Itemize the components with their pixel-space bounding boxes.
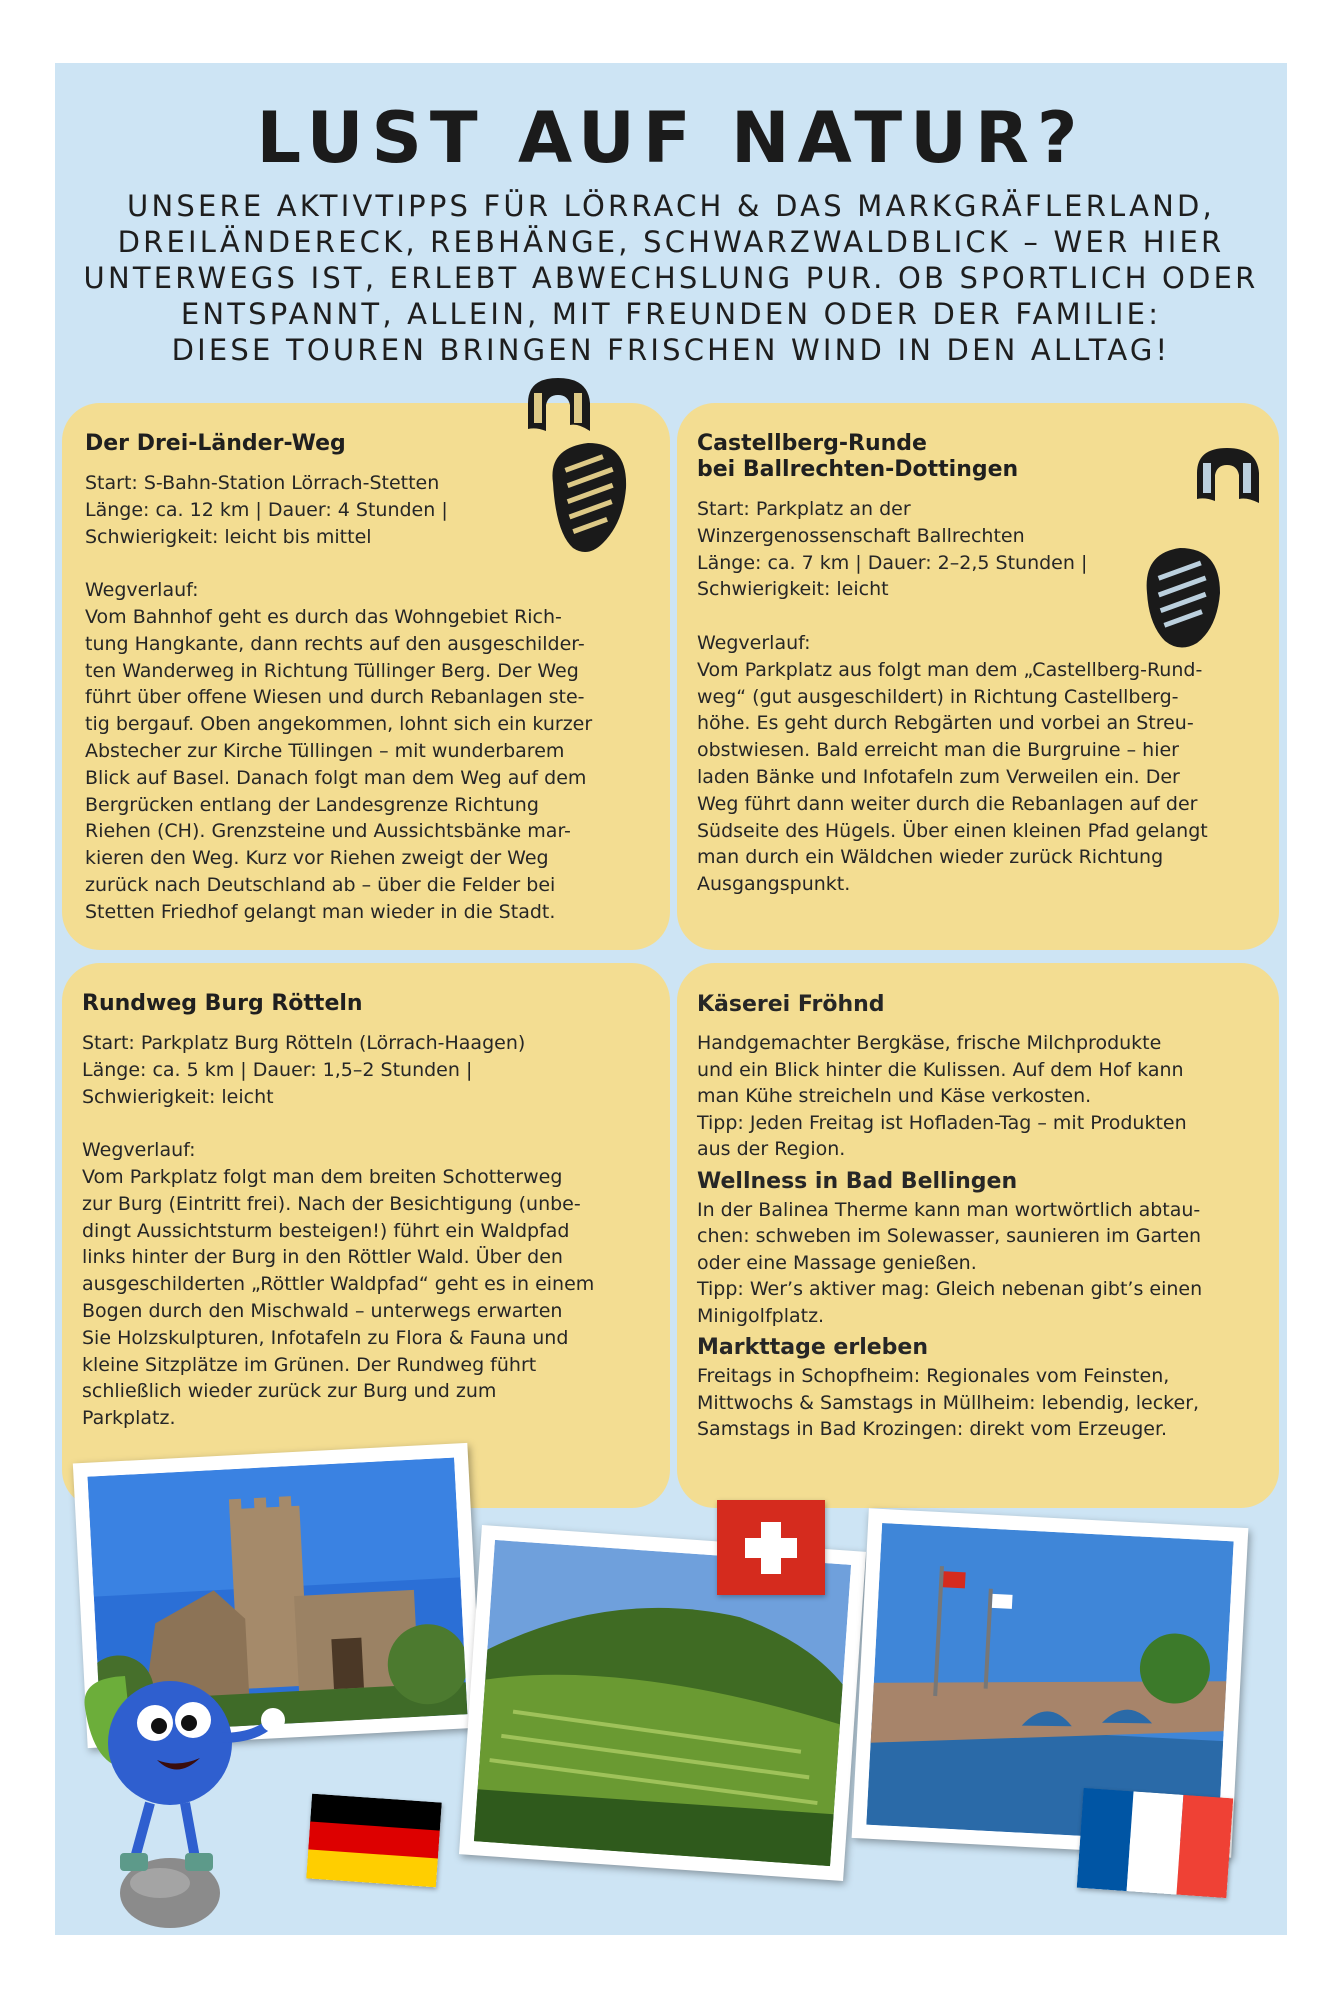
section-title-kaeserei: Käserei Fröhnd bbox=[697, 992, 885, 1017]
card-title-line: bei Ballrechten-Dottingen bbox=[697, 457, 1019, 482]
tipp-line: Freitags in Schopfheim: Regionales vom Feinsten, bbox=[697, 1365, 1170, 1387]
route-heading: Wegverlauf: bbox=[85, 579, 199, 602]
info-line: Länge: ca. 5 km | Dauer: 1,5–2 Stunden | bbox=[82, 1058, 473, 1081]
route-heading: Wegverlauf: bbox=[697, 631, 811, 654]
route-line: Abstecher zur Kirche Tüllingen – mit wunderbarem bbox=[85, 739, 565, 762]
content-panel bbox=[55, 63, 1287, 1935]
card-tipps bbox=[677, 963, 1279, 1508]
card-title: Der Drei-Länder-Weg bbox=[85, 431, 346, 456]
route-line: laden Bänke und Infotafeln zum Verweilen ein. Der bbox=[697, 765, 1180, 788]
route-line: links hinter der Burg in den Röttler Wald. Über den bbox=[82, 1246, 563, 1269]
info-line: Start: Parkplatz an der bbox=[697, 498, 911, 520]
intro-line: ENTSPANNT, ALLEIN, MIT FREUNDEN ODER DER FAMILIE: bbox=[180, 297, 1162, 331]
tipp-line: Tipp: Wer’s aktiver mag: Gleich nebenan gibt’s einen bbox=[697, 1278, 1203, 1300]
route-line: ausgeschilderten „Röttler Waldpfad“ geht es in einem bbox=[82, 1273, 595, 1296]
route-line: Vom Parkplatz aus folgt man dem „Castellberg-Rund- bbox=[697, 658, 1203, 681]
footprint-icon bbox=[1135, 443, 1275, 658]
route-line: weg“ (gut ausgeschildert) in Richtung Castellberg- bbox=[697, 685, 1179, 708]
route-line: Riehen (CH). Grenzsteine und Aussichtsbänke mar- bbox=[85, 820, 571, 843]
route-line: obstwiesen. Bald erreicht man die Burgruine – hier bbox=[697, 739, 1179, 762]
info-line: Start: S-Bahn-Station Lörrach-Stetten bbox=[85, 472, 440, 494]
route-line: zur Burg (Eintritt frei). Nach der Besichtigung (unbe- bbox=[82, 1192, 581, 1215]
intro-text bbox=[75, 188, 1267, 368]
route-line: Parkplatz. bbox=[82, 1407, 176, 1430]
swiss-flag-icon bbox=[717, 1500, 825, 1595]
card-title-line: Castellberg-Runde bbox=[697, 431, 927, 456]
tipp-line: oder eine Massage genießen. bbox=[697, 1251, 977, 1274]
info-line: Länge: ca. 12 km | Dauer: 4 Stunden | bbox=[85, 498, 448, 521]
info-line: Winzergenossenschaft Ballrechten bbox=[697, 524, 1025, 547]
tipp-line: Samstags in Bad Krozingen: direkt vom Erzeuger. bbox=[697, 1418, 1168, 1440]
route-line: man durch ein Wäldchen wieder zurück Richtung bbox=[697, 846, 1164, 869]
section-title-markttage: Markttage erleben bbox=[697, 1335, 928, 1360]
card-body bbox=[697, 990, 1202, 1443]
footprint-icon bbox=[508, 373, 648, 588]
card-body bbox=[82, 1030, 594, 1432]
tipp-line: Handgemachter Bergkäse, frische Milchprodukte bbox=[697, 1032, 1162, 1054]
route-line: zurück nach Deutschland ab – über die Felder bei bbox=[85, 873, 556, 896]
info-line: Start: Parkplatz Burg Rötteln (Lörrach-Haagen) bbox=[82, 1032, 526, 1054]
route-line: Bergrücken entlang der Landesgrenze Richtung bbox=[85, 793, 539, 816]
route-line: Vom Parkplatz folgt man dem breiten Schotterweg bbox=[82, 1165, 563, 1188]
info-line: Schwierigkeit: leicht bis mittel bbox=[85, 525, 372, 548]
intro-line: DIESE TOUREN BRINGEN FRISCHEN WIND IN DEN ALLTAG! bbox=[171, 333, 1171, 367]
tipp-line: In der Balinea Therme kann man wortwörtlich abtau- bbox=[697, 1198, 1201, 1221]
route-line: Weg führt dann weiter durch die Rebanlagen auf der bbox=[697, 792, 1198, 815]
route-line: tig bergauf. Oben angekommen, lohnt sich ein kurzer bbox=[85, 713, 593, 736]
german-flag-icon bbox=[306, 1794, 442, 1888]
route-line: Bogen durch den Mischwald – unterwegs erwarten bbox=[82, 1299, 563, 1322]
route-line: kleine Sitzplätze im Grünen. Der Rundweg führt bbox=[82, 1353, 537, 1376]
intro-line: DREILÄNDERECK, REBHÄNGE, SCHWARZWALDBLICK – WER HIER bbox=[117, 225, 1225, 259]
tipp-line: und ein Blick hinter die Kulissen. Auf dem Hof kann bbox=[697, 1058, 1184, 1081]
route-line: Blick auf Basel. Danach folgt man dem Weg auf dem bbox=[85, 766, 587, 789]
route-line: Ausgangspunkt. bbox=[697, 873, 851, 896]
route-line: Sie Holzskulpturen, Infotafeln zu Flora & Fauna und bbox=[82, 1326, 569, 1349]
card-title: Rundweg Burg Rötteln bbox=[82, 991, 363, 1016]
route-line: dingt Aussichtsturm besteigen!) führt ein Waldpfad bbox=[82, 1219, 570, 1242]
tipp-line: chen: schweben im Solewasser, saunieren im Garten bbox=[697, 1225, 1202, 1247]
intro-line: UNTERWEGS IST, ERLEBT ABWECHSLUNG PUR. OB SPORTLICH ODER bbox=[83, 261, 1259, 295]
route-line: Stetten Friedhof gelangt man wieder in die Stadt. bbox=[85, 900, 556, 923]
route-line: kieren den Weg. Kurz vor Riehen zweigt der Weg bbox=[85, 847, 549, 870]
tipp-line: Minigolfplatz. bbox=[697, 1304, 825, 1327]
mascot-illustration bbox=[65, 1668, 305, 1933]
route-line: ten Wanderweg in Richtung Tüllinger Berg. Der Weg bbox=[85, 659, 579, 682]
route-line: höhe. Es geht durch Rebgärten und vorbei an Streu- bbox=[697, 712, 1194, 735]
intro-line: UNSERE AKTIVTIPPS FÜR LÖRRACH & DAS MARKGRÄFLERLAND, bbox=[127, 189, 1215, 223]
tipp-line: Mittwochs & Samstags in Müllheim: lebendig, lecker, bbox=[697, 1391, 1200, 1414]
info-line: Schwierigkeit: leicht bbox=[697, 578, 889, 601]
route-line: tung Hangkante, dann rechts auf den ausgeschilder- bbox=[85, 632, 585, 655]
card-title bbox=[697, 431, 1018, 483]
french-flag-icon bbox=[1077, 1788, 1234, 1898]
info-line: Schwierigkeit: leicht bbox=[82, 1085, 274, 1108]
route-heading: Wegverlauf: bbox=[82, 1139, 196, 1162]
tipp-line: aus der Region. bbox=[697, 1138, 846, 1160]
card-rundweg-burg-roetteln bbox=[62, 963, 670, 1508]
tipp-line: man Kühe streicheln und Käse verkosten. bbox=[697, 1085, 1092, 1107]
section-title-wellness: Wellness in Bad Bellingen bbox=[697, 1168, 1018, 1194]
route-line: schließlich wieder zurück zur Burg und zum bbox=[82, 1380, 497, 1403]
route-line: Südseite des Hügels. Über einen kleinen Pfad gelangt bbox=[697, 819, 1208, 842]
card-body bbox=[697, 496, 1208, 898]
page-title: LUST AUF NATUR? bbox=[256, 97, 1086, 179]
route-line: Vom Bahnhof geht es durch das Wohngebiet Rich- bbox=[85, 605, 562, 628]
tipp-line: Tipp: Jeden Freitag ist Hofladen-Tag – mit Produkten bbox=[697, 1111, 1187, 1134]
info-line: Länge: ca. 7 km | Dauer: 2–2,5 Stunden | bbox=[697, 551, 1088, 574]
route-line: führt über offene Wiesen und durch Rebanlagen ste- bbox=[85, 686, 585, 709]
